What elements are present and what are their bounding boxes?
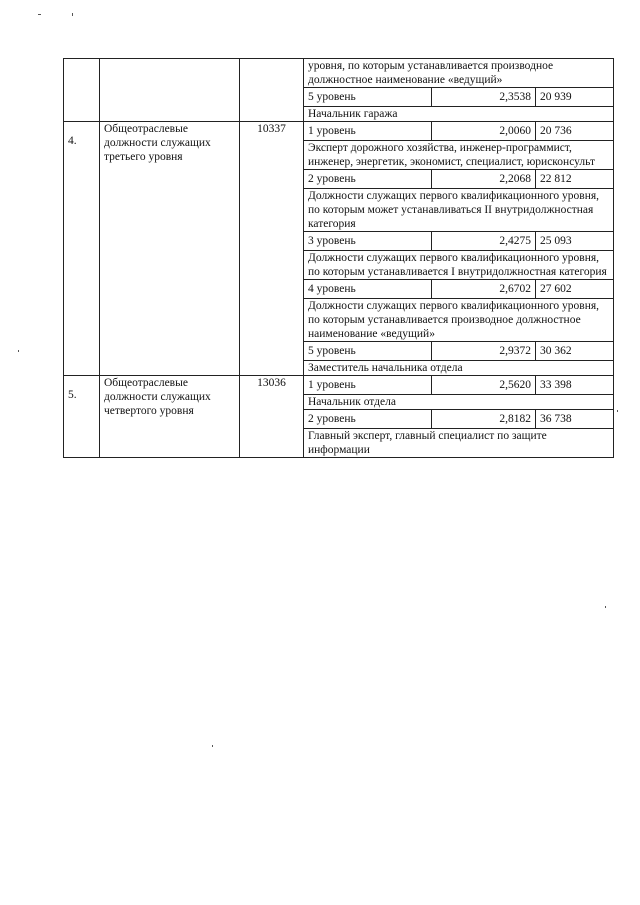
- coefficient-value: 2,3538: [432, 88, 536, 107]
- group-code: 13036: [240, 376, 304, 458]
- coefficient-value: 2,9372: [432, 342, 536, 361]
- level-label: 3 уровень: [304, 232, 432, 251]
- group-name: Общеотраслевые должности служащих третьего уровня: [100, 122, 240, 376]
- salary-value: 36 738: [536, 410, 614, 429]
- coefficient-value: 2,5620: [432, 376, 536, 395]
- scan-speck: [18, 350, 19, 352]
- row-number-cell: [64, 59, 100, 122]
- scan-speck: [38, 14, 41, 15]
- coefficient-value: 2,4275: [432, 232, 536, 251]
- position-description: Начальник гаража: [304, 107, 614, 122]
- salary-value: 30 362: [536, 342, 614, 361]
- row-number: 5.: [64, 376, 100, 458]
- scan-speck: [72, 13, 73, 16]
- coefficient-value: 2,6702: [432, 280, 536, 299]
- position-description: уровня, по которым устанавливается производное должностное наименование «ведущий»: [304, 59, 614, 88]
- position-description: Начальник отдела: [304, 395, 614, 410]
- position-description: Должности служащих первого квалификационного уровня, по которым может устанавливаться II внутридолжностная категория: [304, 189, 614, 232]
- salary-value: 27 602: [536, 280, 614, 299]
- salary-value: 25 093: [536, 232, 614, 251]
- level-label: 1 уровень: [304, 122, 432, 141]
- row-number: 4.: [64, 122, 100, 376]
- coefficient-value: 2,8182: [432, 410, 536, 429]
- group-code: 10337: [240, 122, 304, 376]
- salary-value: 20 939: [536, 88, 614, 107]
- scan-speck: [605, 606, 606, 608]
- level-label: 1 уровень: [304, 376, 432, 395]
- coefficient-value: 2,2068: [432, 170, 536, 189]
- level-label: 2 уровень: [304, 170, 432, 189]
- group-name-cell: [100, 59, 240, 122]
- position-description: Заместитель начальника отдела: [304, 361, 614, 376]
- level-label: 5 уровень: [304, 342, 432, 361]
- position-description: Главный эксперт, главный специалист по защите информации: [304, 429, 614, 458]
- position-description: Эксперт дорожного хозяйства, инженер-программист, инженер, энергетик, экономист, специалист, юрисконсульт: [304, 141, 614, 170]
- salary-value: 20 736: [536, 122, 614, 141]
- position-description: Должности служащих первого квалификационного уровня, по которым устанавливается I внутридолжностная категория: [304, 251, 614, 280]
- scan-speck: [212, 745, 213, 747]
- scan-speck: [617, 410, 618, 412]
- group-name: Общеотраслевые должности служащих четвертого уровня: [100, 376, 240, 458]
- salary-value: 33 398: [536, 376, 614, 395]
- coefficient-value: 2,0060: [432, 122, 536, 141]
- level-label: 4 уровень: [304, 280, 432, 299]
- level-label: 2 уровень: [304, 410, 432, 429]
- code-cell: [240, 59, 304, 122]
- salary-table: [63, 58, 614, 458]
- salary-value: 22 812: [536, 170, 614, 189]
- position-description: Должности служащих первого квалификационного уровня, по которым устанавливается производное должностное наименование «ведущий»: [304, 299, 614, 342]
- level-label: 5 уровень: [304, 88, 432, 107]
